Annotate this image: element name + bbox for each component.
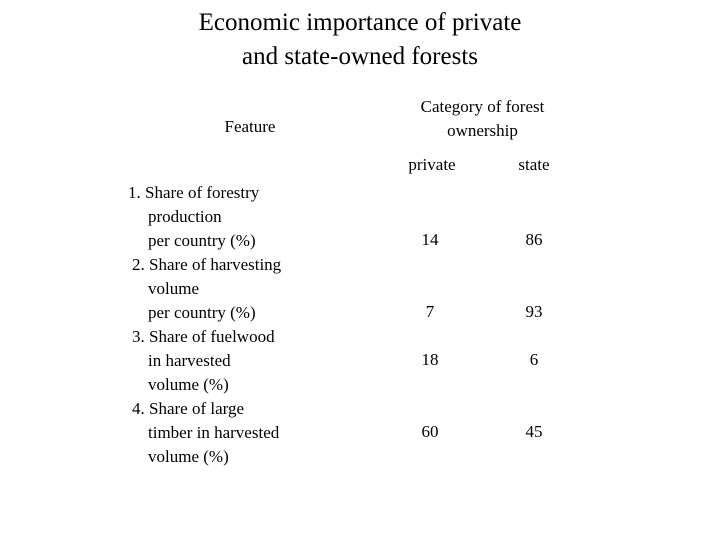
feature-line: 4. Share of large xyxy=(132,399,245,418)
feature-list xyxy=(128,181,281,469)
feature-row-4 xyxy=(128,397,281,469)
feature-line: 1. Share of forestry xyxy=(128,183,260,202)
state-column-header: state xyxy=(518,155,550,174)
feature-line: volume xyxy=(148,279,199,298)
category-header-line-2: ownership xyxy=(447,121,518,140)
title-line-2: and state-owned forests xyxy=(241,43,479,70)
private-value-row-4: 60 xyxy=(421,422,439,441)
feature-line: timber in harvested xyxy=(148,423,280,442)
feature-column-header: Feature xyxy=(224,117,276,136)
feature-line: per country (%) xyxy=(148,303,256,322)
page-title xyxy=(0,6,720,74)
category-header-line-1: Category of forest xyxy=(420,97,545,116)
feature-line: in harvested xyxy=(148,351,231,370)
feature-line: volume (%) xyxy=(148,447,229,466)
feature-row-1 xyxy=(128,181,281,253)
feature-row-2 xyxy=(128,253,281,325)
feature-line: per country (%) xyxy=(148,231,256,250)
private-value-row-1: 14 xyxy=(421,230,439,249)
feature-line: production xyxy=(148,207,222,226)
private-value-row-3: 18 xyxy=(421,350,439,369)
state-value-row-4: 45 xyxy=(525,422,543,441)
private-value-row-2: 7 xyxy=(425,302,435,321)
category-column-header xyxy=(395,95,570,143)
feature-row-3 xyxy=(128,325,281,397)
state-value-row-3: 6 xyxy=(529,350,539,369)
feature-line: 2. Share of harvesting xyxy=(132,255,282,274)
state-value-row-1: 86 xyxy=(525,230,543,249)
private-column-header: private xyxy=(408,155,456,174)
title-line-1: Economic importance of private xyxy=(198,9,522,36)
feature-line: 3. Share of fuelwood xyxy=(132,327,275,346)
state-value-row-2: 93 xyxy=(525,302,543,321)
feature-line: volume (%) xyxy=(148,375,229,394)
